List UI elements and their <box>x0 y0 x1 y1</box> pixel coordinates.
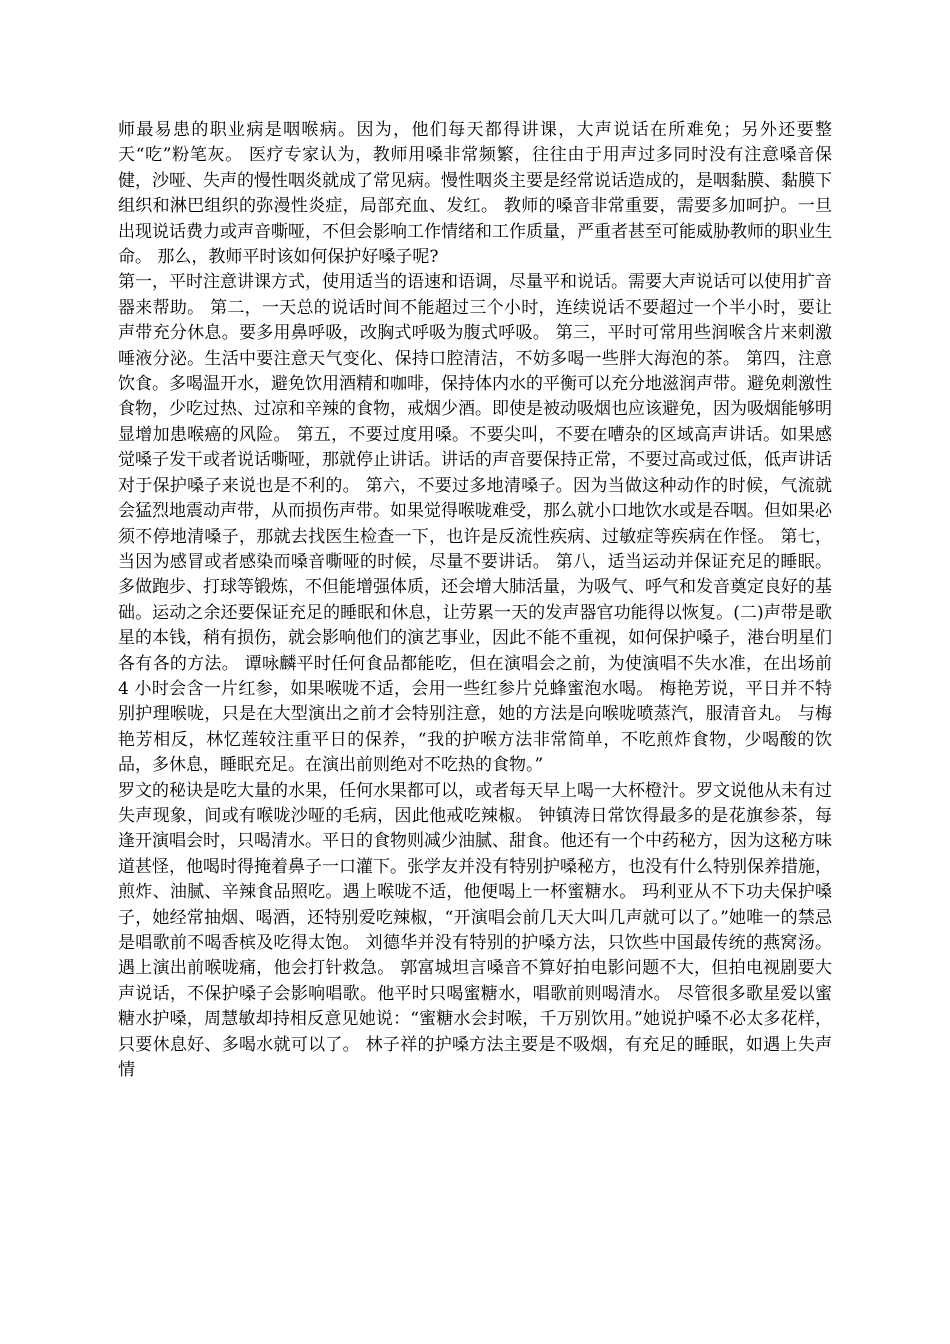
paragraph-singer-voice-tips: 罗文的秘诀是吃大量的水果，任何水果都可以，或者每天早上喝一大杯橙汁。罗文说他从未有过失声现象，间或有喉咙沙哑的毛病，因此他戒吃辣椒。 钟镇涛日常饮得最多的是花旗参茶，每逢开演唱会时，只喝清水。平日的食物则减少油腻、甜食。他还有一个中药秘方，因为这秘方味道甚怪，他喝时得掩着鼻子一口灌下。张学友并没有特别护嗓秘方，也没有什么特别保养措施，煎炸、油腻、辛辣食品照吃。遇上喉咙不适，他便喝上一杯蜜糖水。 玛利亚从不下功夫保护嗓子，她经常抽烟、喝酒，还特别爱吃辣椒，“开演唱会前几天大叫几声就可以了。”她唯一的禁忌是唱歌前不喝香槟及吃得太饱。 刘德华并没有特别的护嗓方法，只饮些中国最传统的燕窝汤。遇上演出前喉咙痛，他会打针救急。 郭富城坦言嗓音不算好拍电影问题不大，但拍电视剧要大声说话，不保护嗓子会影响唱歌。他平时只喝蜜糖水，唱歌前则喝清水。 尽管很多歌星爱以蜜糖水护嗓，周慧敏却持相反意见她说：“蜜糖水会封喉，千万别饮用。”她说护嗓不必太多花样，只要休息好、多喝水就可以了。 林子祥的护嗓方法主要是不吸烟，有充足的睡眠，如遇上失声情 <box>118 780 832 1081</box>
document-body <box>118 118 832 1083</box>
paragraph-teacher-voice-care: 师最易患的职业病是咽喉病。因为，他们每天都得讲课，大声说话在所难免；另外还要整天“吃”粉笔灰。 医疗专家认为，教师用嗓非常频繁，往往由于用声过多同时没有注意嗓音保健，沙哑、失声的慢性咽炎就成了常见病。慢性咽炎主要是经常说话造成的，是咽黏膜、黏膜下组织和淋巴组织的弥漫性炎症，局部充血、发红。 教师的嗓音非常重要，需要多加呵护。一旦出现说话费力或声音嘶哑，不但会影响工作情绪和工作质量，严重者甚至可能威胁教师的职业生命。 那么，教师平时该如何保护好嗓子呢? <box>118 120 832 268</box>
paragraph-voice-protection-methods: 第一，平时注意讲课方式，使用适当的语速和语调，尽量平和说话。需要大声说话可以使用扩音器来帮助。 第二，一天总的说话时间不能超过三个小时，连续说话不要超过一个半小时，要让声带充分休息。要多用鼻呼吸，改胸式呼吸为腹式呼吸。 第三，平时可常用些润喉含片来刺激唾液分泌。生活中要注意天气变化、保持口腔清洁，不妨多喝一些胖大海泡的茶。 第四，注意饮食。多喝温开水，避免饮用酒精和咖啡，保持体内水的平衡可以充分地滋润声带。避免刺激性食物，少吃过热、过凉和辛辣的食物，戒烟少酒。即使是被动吸烟也应该避免，因为吸烟能够明显增加患喉癌的风险。 第五，不要过度用嗓。不要尖叫，不要在嘈杂的区域高声讲话。如果感觉嗓子发干或者说话嘶哑，那就停止讲话。讲话的声音要保持正常，不要过高或过低，低声讲话对于保护嗓子来说也是不利的。 第六，不要过多地清嗓子。因为当做这种动作的时候，气流就会猛烈地震动声带，从而损伤声带。如果觉得喉咙难受，那么就小口地饮水或是吞咽。但如果必须不停地清嗓子，那就去找医生检查一下，也许是反流性疾病、过敏症等疾病在作怪。 第七，当因为感冒或者感染而嗓音嘶哑的时候，尽量不要讲话。 第八，适当运动并保证充足的睡眠。多做跑步、打球等锻炼，不但能增强体质，还会增大肺活量，为吸气、呼气和发音奠定良好的基础。运动之余还要保证充足的睡眠和休息，让劳累一天的发声器官功能得以恢复。(二)声带是歌星的本钱，稍有损伤，就会影响他们的演艺事业，因此不能不重视，如何保护嗓子，港台明星们各有各的方法。 谭咏麟平时任何食品都能吃，但在演唱会之前，为使演唱不失水准，在出场前 4 小时会含一片红参，如果喉咙不适，会用一些红参片兑蜂蜜泡水喝。 梅艳芳说，平日并不特别护理喉咙，只是在大型演出之前才会特别注意，她的方法是向喉咙喷蒸汽，服清音丸。 与梅艳芳相反，林忆莲较注重平日的保养，“我的护喉方法非常简单，不吃煎炸食物，少喝酸的饮品，多休息，睡眠充足。在演出前则绝对不吃热的食物。” <box>118 272 832 776</box>
